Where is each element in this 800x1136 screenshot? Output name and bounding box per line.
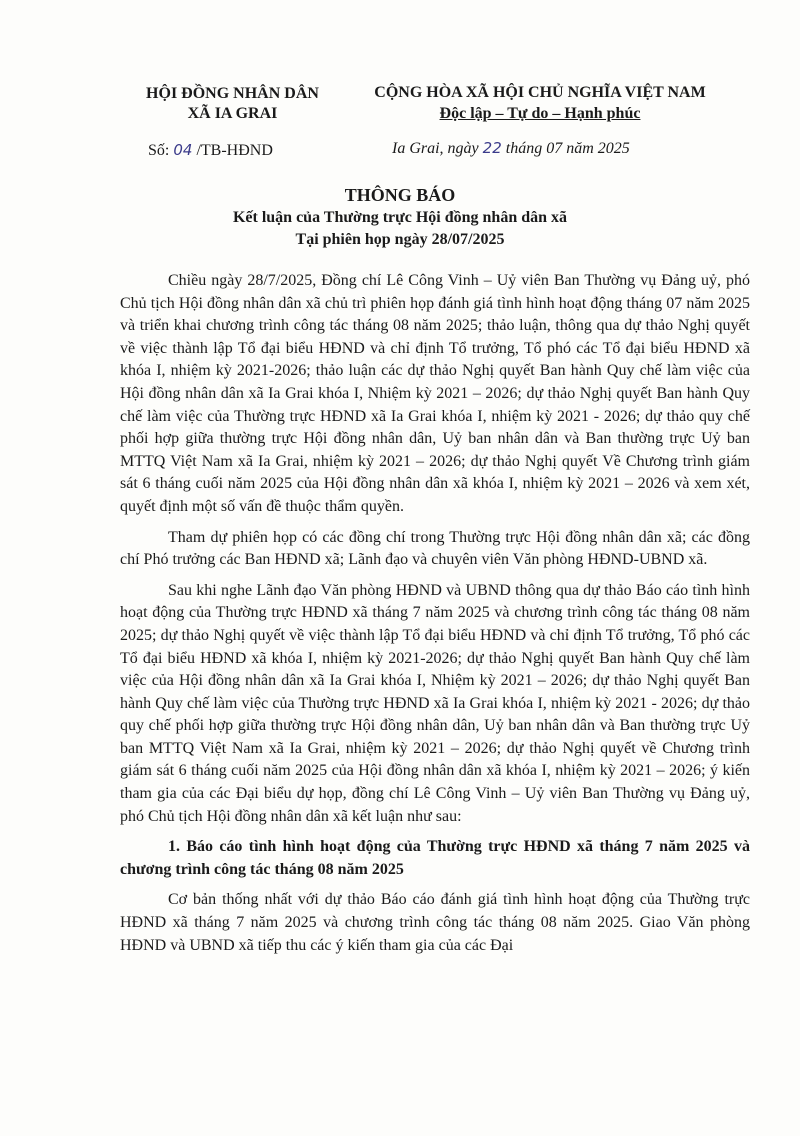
issuing-organization [110, 84, 355, 124]
paragraph-1: Chiều ngày 28/7/2025, Đồng chí Lê Công Vinh – Uỷ viên Ban Thường vụ Đảng uỷ, phó Chủ tịch Hội đồng nhân dân xã chủ trì phiên họp đánh giá tình hình hoạt động tháng 07 năm 2025 và triển khai chương trình công tác tháng 08 năm 2025; thảo luận, thông qua dự thảo Nghị quyết về việc thành lập Tổ đại biểu HĐND và chỉ định Tổ trưởng, Tổ phó các Tổ đại biểu HĐND xã khóa I, nhiệm kỳ 2021-2026; thảo luận các dự thảo Nghị quyết Ban hành Quy chế làm việc của Hội đồng nhân dân xã Ia Grai khóa I, Nhiệm kỳ 2021 – 2026; dự thảo Nghị quyết Ban hành Quy chế làm việc của Thường trực HĐND xã Ia Grai khóa I, nhiệm kỳ 2021 - 2026; dự thảo quy chế phối hợp giữa thường trực Hội đồng nhân dân, Uỷ ban nhân dân và Ban thường trực Uỷ ban MTTQ Việt Nam xã Ia Grai, nhiệm kỳ 2021 – 2026; dự thảo Nghị quyết Về Chương trình giám sát 6 tháng cuối năm 2025 của Hội đồng nhân dân xã khóa I, nhiệm kỳ 2021 – 2026 và xem xét, quyết định một số vấn đề thuộc thẩm quyền. [120, 272, 750, 515]
date-prefix: Ia Grai, ngày [392, 140, 483, 157]
country-name: CỘNG HÒA XÃ HỘI CHỦ NGHĨA VIỆT NAM [374, 84, 706, 101]
section-heading-1: 1. Báo cáo tình hình hoạt động của Thường trực HĐND xã tháng 7 năm 2025 và chương trình công tác tháng 08 năm 2025 [120, 838, 750, 878]
title-main: THÔNG BÁO [344, 185, 456, 205]
handwritten-number: 04 [173, 141, 193, 159]
paragraph-4: Cơ bản thống nhất với dự thảo Báo cáo đánh giá tình hình hoạt động của Thường trực HĐND xã tháng 7 năm 2025 và chương trình công tác tháng 08 năm 2025. Giao Văn phòng HĐND và UBND xã tiếp thu các ý kiến tham gia của các Đại [120, 891, 750, 954]
org-name-line2: XÃ IA GRAI [187, 105, 278, 122]
paragraph-2: Tham dự phiên họp có các đồng chí trong Thường trực Hội đồng nhân dân xã; các đồng chí Phó trưởng các Ban HĐND xã; Lãnh đạo và chuyên viên Văn phòng HĐND-UBND xã. [120, 528, 750, 569]
number-prefix: Số: [148, 142, 174, 159]
national-motto: Độc lập – Tự do – Hạnh phúc [439, 105, 641, 122]
date-suffix: tháng 07 năm 2025 [501, 140, 630, 157]
handwritten-day: 22 [482, 139, 502, 157]
title-line2: Tại phiên họp ngày 28/07/2025 [295, 231, 505, 248]
number-suffix: /TB-HĐND [192, 142, 273, 159]
document-body [120, 270, 750, 965]
title-line1: Kết luận của Thường trực Hội đồng nhân dân xã [232, 209, 568, 226]
national-heading [350, 82, 730, 124]
document-number [148, 141, 273, 160]
paragraph-3: Sau khi nghe Lãnh đạo Văn phòng HĐND và UBND thông qua dự thảo Báo cáo tình hình hoạt động của Thường trực HĐND xã tháng 7 năm 2025 và chương trình công tác tháng 08 năm 2025; dự thảo Nghị quyết về việc thành lập Tổ đại biểu HĐND và chỉ định Tổ trưởng, Tổ phó các Tổ đại biểu HĐND xã khóa I, nhiệm kỳ 2021-2026; dự thảo Nghị quyết Ban hành Quy chế làm việc của Hội đồng nhân dân xã Ia Grai khóa I, Nhiệm kỳ 2021 – 2026; dự thảo Nghị quyết Ban hành Quy chế làm việc của Thường trực HĐND xã Ia Grai khóa I, nhiệm kỳ 2021 - 2026; dự thảo quy chế phối hợp giữa thường trực Hội đồng nhân dân, Uỷ ban nhân dân và Ban thường trực Uỷ ban MTTQ Việt Nam xã Ia Grai, nhiệm kỳ 2021 – 2026; dự thảo Nghị quyết về Chương trình giám sát 6 tháng cuối năm 2025 của Hội đồng nhân dân xã khóa I, nhiệm kỳ 2021 – 2026; ý kiến tham gia của các Đại biểu dự họp, đồng chí Lê Công Vinh – Uỷ viên Ban Thường vụ Đảng uỷ, phó Chủ tịch Hội đồng nhân dân xã kết luận như sau: [120, 581, 750, 825]
place-date-line [392, 139, 630, 158]
document-title [100, 183, 700, 251]
org-name-line1: HỘI ĐỒNG NHÂN DÂN [146, 85, 319, 102]
